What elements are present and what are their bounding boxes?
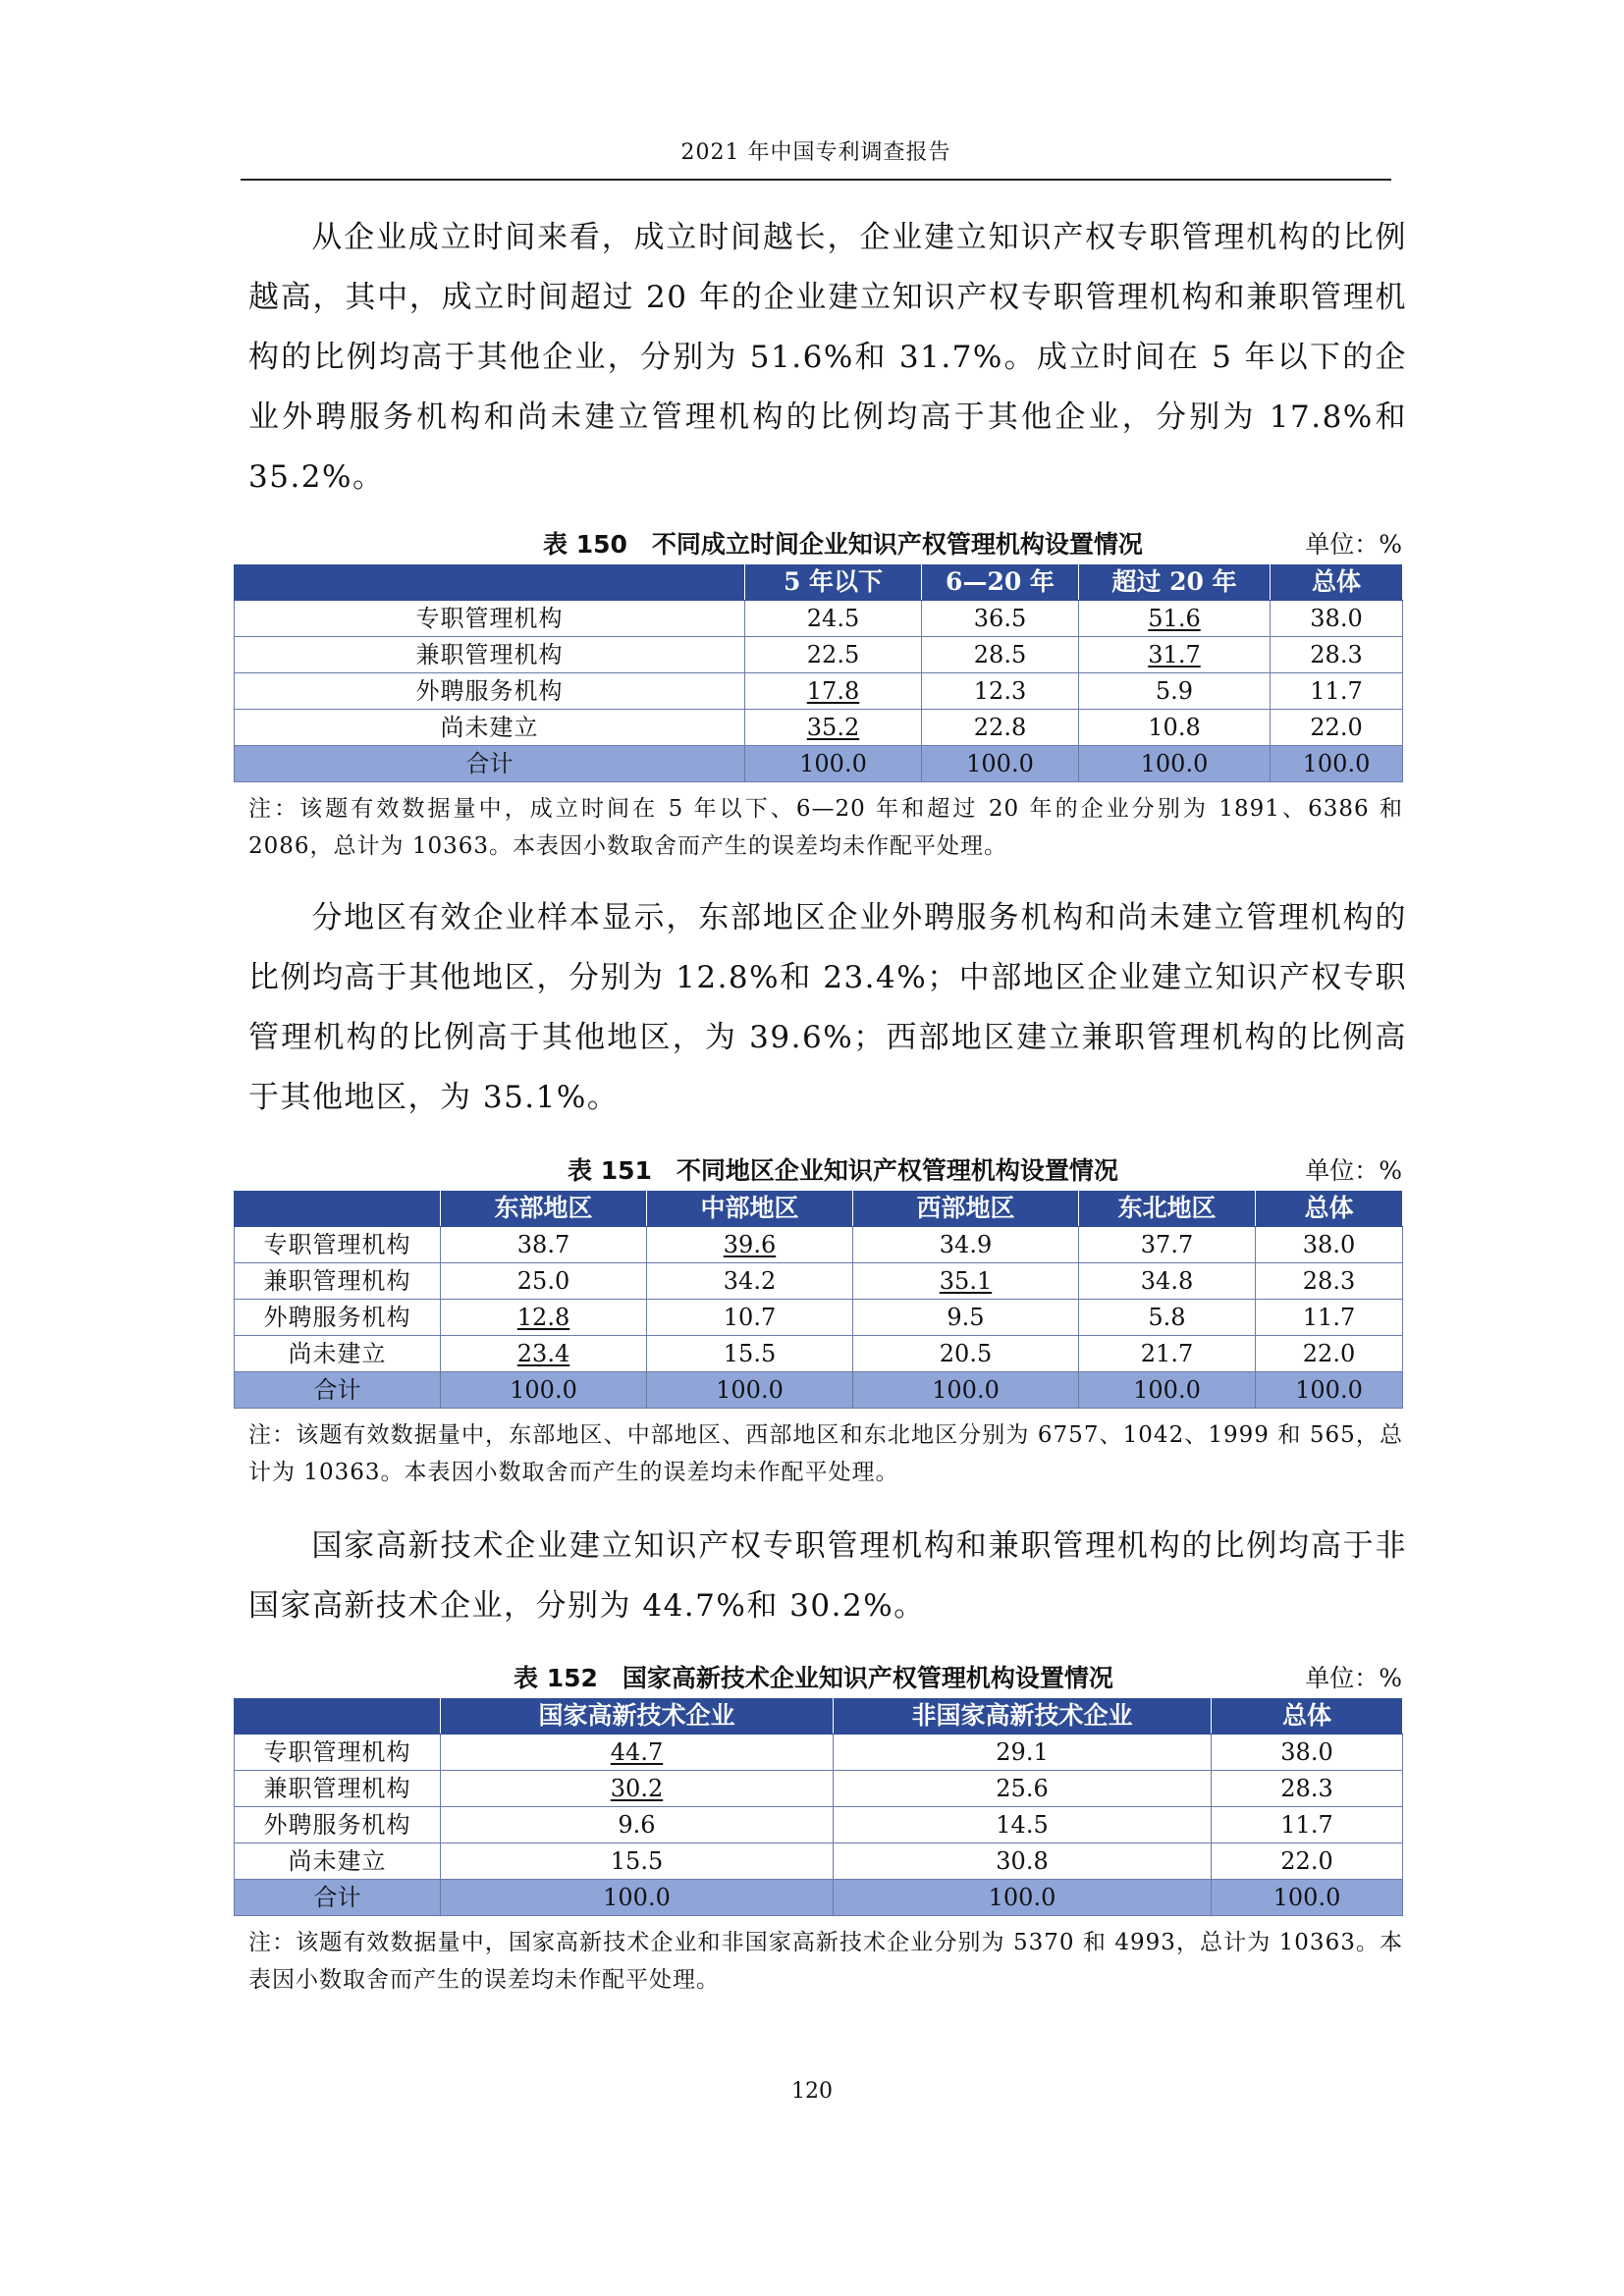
cell-highlight: 39.6 [647, 1227, 853, 1263]
table-row [235, 1300, 1403, 1336]
paragraph-region: 分地区有效企业样本显示，东部地区企业外聘服务机构和尚未建立管理机构的比例均高于其他地区，分别为 12.8%和 23.4%；中部地区企业建立知识产权专职管理机构的比例高于其他地区，为 39.6%；西部地区建立兼职管理机构的比例高于其他地区，为 35.1%。 [248, 900, 1407, 1115]
cell: 38.7 [441, 1227, 647, 1263]
page-number: 120 [791, 2079, 833, 2104]
table-title: 表 151 不同地区企业知识产权管理机构设置情况 [568, 1156, 1118, 1185]
cell: 10.7 [647, 1300, 853, 1336]
cell-highlight: 44.7 [441, 1735, 834, 1771]
cell: 21.7 [1079, 1336, 1256, 1372]
header-cell: 中部地区 [647, 1191, 853, 1227]
cell-highlight: 35.1 [853, 1263, 1079, 1300]
table-header-row [235, 1698, 1403, 1735]
row-label: 兼职管理机构 [235, 1263, 441, 1300]
table-row [235, 1336, 1403, 1372]
row-label: 外聘服务机构 [235, 1300, 441, 1336]
table-151 [234, 1190, 1403, 1409]
table-row [235, 601, 1403, 637]
table-row [235, 1735, 1403, 1771]
total-cell: 100.0 [1271, 746, 1403, 782]
table-151-caption [234, 1151, 1402, 1185]
header-cell: 6—20 年 [922, 564, 1079, 601]
table-150-caption [234, 525, 1402, 559]
table-152-caption [234, 1659, 1402, 1692]
row-label: 兼职管理机构 [235, 637, 745, 673]
table-150-note: 注：该题有效数据量中，成立时间在 5 年以下、6—20 年和超过 20 年的企业分别为 1891、6386 和 2086，总计为 10363。本表因小数取舍而产生的误差均未作配平处理。 [248, 796, 1403, 859]
table-151-note: 注：该题有效数据量中，东部地区、中部地区、西部地区和东北地区分别为 6757、1042、1999 和 565，总计为 10363。本表因小数取舍而产生的误差均未作配平处理。 [248, 1422, 1403, 1485]
cell: 28.3 [1212, 1771, 1403, 1807]
row-label: 专职管理机构 [235, 1735, 441, 1771]
cell: 22.0 [1212, 1843, 1403, 1880]
table-unit: 单位：% [1305, 530, 1402, 559]
cell: 30.8 [834, 1843, 1212, 1880]
header-cell: 5 年以下 [745, 564, 922, 601]
table-row [235, 710, 1403, 746]
table-row [235, 1807, 1403, 1843]
running-header: 2021 年中国专利调查报告 [680, 140, 951, 165]
total-cell: 100.0 [1079, 1372, 1256, 1409]
cell: 38.0 [1256, 1227, 1403, 1263]
table-unit: 单位：% [1305, 1156, 1402, 1185]
table-152-note: 注：该题有效数据量中，国家高新技术企业和非国家高新技术企业分别为 5370 和 4993，总计为 10363。本表因小数取舍而产生的误差均未作配平处理。 [248, 1930, 1403, 1993]
header-cell: 总体 [1271, 564, 1403, 601]
row-label: 专职管理机构 [235, 601, 745, 637]
cell: 29.1 [834, 1735, 1212, 1771]
header-cell: 东北地区 [1079, 1191, 1256, 1227]
table-row [235, 1263, 1403, 1300]
row-label: 外聘服务机构 [235, 1807, 441, 1843]
cell: 34.2 [647, 1263, 853, 1300]
header-rule [241, 179, 1391, 181]
total-label: 合计 [235, 1880, 441, 1916]
cell: 5.9 [1079, 673, 1271, 710]
cell: 5.8 [1079, 1300, 1256, 1336]
total-cell: 100.0 [441, 1372, 647, 1409]
row-label: 尚未建立 [235, 1843, 441, 1880]
row-label: 外聘服务机构 [235, 673, 745, 710]
cell-highlight: 35.2 [745, 710, 922, 746]
header-cell [235, 1191, 441, 1227]
header-cell: 国家高新技术企业 [441, 1698, 834, 1735]
header-cell: 非国家高新技术企业 [834, 1698, 1212, 1735]
cell: 25.6 [834, 1771, 1212, 1807]
cell-highlight: 23.4 [441, 1336, 647, 1372]
cell: 28.3 [1271, 637, 1403, 673]
table-header-row [235, 564, 1403, 601]
table-unit: 单位：% [1305, 1664, 1402, 1692]
row-label: 专职管理机构 [235, 1227, 441, 1263]
header-cell [235, 564, 745, 601]
table-title: 表 150 不同成立时间企业知识产权管理机构设置情况 [543, 530, 1143, 559]
paragraph-establishment-time: 从企业成立时间来看，成立时间越长，企业建立知识产权专职管理机构的比例越高，其中，成立时间超过 20 年的企业建立知识产权专职管理机构和兼职管理机构的比例均高于其他企业，分别为 51.6%和 31.7%。成立时间在 5 年以下的企业外聘服务机构和尚未建立管理机构的比例均高于其他企业，分别为 17.8%和 35.2%。 [248, 220, 1407, 495]
cell-highlight: 31.7 [1079, 637, 1271, 673]
cell: 11.7 [1256, 1300, 1403, 1336]
table-152 [234, 1697, 1403, 1916]
table-row [235, 1771, 1403, 1807]
total-cell: 100.0 [853, 1372, 1079, 1409]
row-label: 兼职管理机构 [235, 1771, 441, 1807]
total-cell: 100.0 [647, 1372, 853, 1409]
cell: 22.0 [1271, 710, 1403, 746]
cell: 38.0 [1271, 601, 1403, 637]
paragraph-high-tech: 国家高新技术企业建立知识产权专职管理机构和兼职管理机构的比例均高于非国家高新技术企业，分别为 44.7%和 30.2%。 [248, 1528, 1407, 1624]
table-header-row [235, 1191, 1403, 1227]
total-cell: 100.0 [1256, 1372, 1403, 1409]
header-cell [235, 1698, 441, 1735]
cell: 15.5 [441, 1843, 834, 1880]
cell: 38.0 [1212, 1735, 1403, 1771]
header-cell: 超过 20 年 [1079, 564, 1271, 601]
cell: 25.0 [441, 1263, 647, 1300]
cell: 24.5 [745, 601, 922, 637]
cell-highlight: 51.6 [1079, 601, 1271, 637]
table-150 [234, 563, 1403, 782]
header-cell: 总体 [1212, 1698, 1403, 1735]
cell: 12.3 [922, 673, 1079, 710]
cell-highlight: 30.2 [441, 1771, 834, 1807]
row-label: 尚未建立 [235, 1336, 441, 1372]
cell: 37.7 [1079, 1227, 1256, 1263]
total-cell: 100.0 [1212, 1880, 1403, 1916]
cell: 15.5 [647, 1336, 853, 1372]
total-cell: 100.0 [1079, 746, 1271, 782]
total-cell: 100.0 [441, 1880, 834, 1916]
table-total-row [235, 1880, 1403, 1916]
total-cell: 100.0 [834, 1880, 1212, 1916]
header-cell: 东部地区 [441, 1191, 647, 1227]
cell-highlight: 17.8 [745, 673, 922, 710]
cell: 22.5 [745, 637, 922, 673]
total-label: 合计 [235, 1372, 441, 1409]
table-row [235, 1227, 1403, 1263]
cell: 14.5 [834, 1807, 1212, 1843]
cell: 10.8 [1079, 710, 1271, 746]
table-row [235, 673, 1403, 710]
total-cell: 100.0 [922, 746, 1079, 782]
cell: 28.5 [922, 637, 1079, 673]
cell: 9.6 [441, 1807, 834, 1843]
header-cell: 总体 [1256, 1191, 1403, 1227]
cell: 9.5 [853, 1300, 1079, 1336]
cell: 20.5 [853, 1336, 1079, 1372]
cell: 34.9 [853, 1227, 1079, 1263]
table-title: 表 152 国家高新技术企业知识产权管理机构设置情况 [514, 1664, 1113, 1692]
cell: 22.0 [1256, 1336, 1403, 1372]
total-cell: 100.0 [745, 746, 922, 782]
cell: 11.7 [1212, 1807, 1403, 1843]
cell: 11.7 [1271, 673, 1403, 710]
header-cell: 西部地区 [853, 1191, 1079, 1227]
cell: 34.8 [1079, 1263, 1256, 1300]
cell-highlight: 12.8 [441, 1300, 647, 1336]
total-label: 合计 [235, 746, 745, 782]
table-total-row [235, 746, 1403, 782]
table-total-row [235, 1372, 1403, 1409]
cell: 22.8 [922, 710, 1079, 746]
table-row [235, 637, 1403, 673]
cell: 36.5 [922, 601, 1079, 637]
table-row [235, 1843, 1403, 1880]
cell: 28.3 [1256, 1263, 1403, 1300]
row-label: 尚未建立 [235, 710, 745, 746]
